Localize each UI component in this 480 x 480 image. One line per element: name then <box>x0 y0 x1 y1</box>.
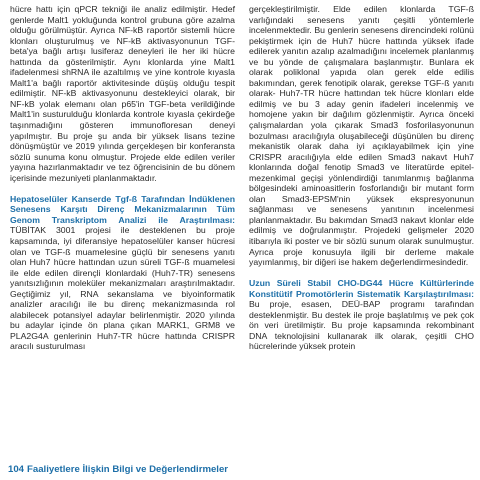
page-footer <box>8 464 228 476</box>
section-heading-hepatocellular: Hepatoselüler Kanserde Tgf-ß Tarafından İndüklenen Senesens Karşıtı Direnç Mekanizmalarının Tüm Genom Transkriptom Analizi ile Araştırılması: <box>10 193 235 225</box>
paragraph-senescence-continuation: gerçekleştirilmiştir. Elde edilen klonlarda TGF-ß varlığındaki senesens yanıtı çeşitli yöntemlerle incelenmektedir. Bu genlerin senesens direncindeki rolünü pekiştirmek için de Huh7 hücre hattında yüksek ifade edilerek yanıtın azalıp azalmadığını incelemek planlanmış ve bu yönde de çalışmalara başlanmıştır. Bunlara ek olarak poliklonal yapıda olan gerek elde edilis bakımından, gerek fenotipik olarak, gerekse TGF-ß yanıtı olarak- Huh7-TR hücre hattından tek hücre klonları elde edilmiş ve bu 3 aday genin ifadeleri incelenmiş ve homojene yakın bir dağılım gözlenmiştir. Ayrıca önceki çalışmalardan yola çıkarak Smad3 fosforilasyonunun bozulması aracılığıyla oluşabileceği düşünülen bu direnç mekanistik olarak daha iyi açıklayabilmek için yine CRISPR aracılığıyla elde edilen Smad3 nakavt Huh7 klonlarında doğal fenotip Smad3 ve literatürde epitel-mezenkimal geçişi yönlendirdiği tanımlanmış bağlanma bölgesindeki aminoasitlerin fosforlandığı bir mutant form olan Smad3-EPSM'nin yüksek ekspresyonunun sağlanması ve senesens yanıtının incelenmesi planlanmaktadır. Bu bakımdan Smad3 nakavt klonlar elde edilmiş ve doğrulanmıştır. Projedeki gelişmeler 2020 itibarıyla iki poster ve bir sözlü sunum olarak sunulmuştur. Ayrıca proje konusuyla ilgili bir derleme makale yayımlanmış, bir diğeri ise hakem değerlendirmesindedir. <box>249 4 474 268</box>
section-body-cho-dg44: Bu proje, esasen, DEÜ-BAP programı tarafından desteklenmiştir. Bu destek ile proje başlatılmış ve pek çok ön veri üretilmiştir. Bu proje kapsamında rekombinant DNA teknolojisini kullanarak ilk olarak, çeşitli CHO hücrelerinde yüksek protein <box>249 299 474 352</box>
paragraph-hepatocellular-project <box>10 194 235 352</box>
paragraph-malt1-results: hücre hattı için qPCR tekniği ile analiz edilmiştir. Hedef genlerde Malt1 yokluğunda kontrol grubuna göre azalma olduğu görülmüştür. Ayrıca NF-kB raportör sistemli hücre klonları oluşturulmuş ve NF-kB aktivasyonunun TGF-beta'ya bağlı artışı lusiferaz deneyleri ile her iki hücre hattında da gösterilmiştir. Aynı klonlarda yine Malt1 ifadelenmesi shRNA ile azaltılmış ve yine kontrole kıyasla Malt1'a bağlı raportör aktivitesinde düşüş olduğu tespit edilmiştir. NF-kB aktivasyonunu destekleyici olarak, bir NF-kB yolak elemanı olan p65'in TGF-beta verildiğinde Malt1'in susturulduğu klonlarda kontrole kıyasla çekirdeğe taşınmadığını gösteren immunofloresan deneyi yapılmıştır. Bu proje şu anda bir yüksek lisans tezine dönüşmüştür ve 2019 yılında gerçekleşen bir konferansta sözlü sunuma konu olmuştur. Projede elde edilen veriler yayına hazırlanmaktadır ve tez öğrencisinin de bu dönem içerisinde mezuniyeti planlanmaktadır. <box>10 4 235 183</box>
left-column <box>10 4 235 352</box>
running-title: Faaliyetlere İlişkin Bilgi ve Değerlendirmeler <box>27 464 229 475</box>
right-column <box>249 4 474 352</box>
paragraph-cho-project <box>249 278 474 352</box>
page-number: 104 <box>8 464 25 475</box>
section-body-hepatocellular: TÜBİTAK 3001 projesi ile desteklenen bu proje kapsamında, iyi diferansiye hepatoselüler kanser hücresi olan ve TGF-ß muamelesine güçlü bir senesens yanıtı olan Huh7 hücre hattından uzun süreli TGF-ß muamelesi ile elde edilen dirençli klonlardaki (Huh7-TR) senesens yanıtsızlığının moleküler mekanizmaları araştırılmaktadır. Geçtiğimiz yıl, RNA sekanslama ve biyoinformatik analizler aracılığı ile bu direnç mekanizmasında rol alabilecek potansiyel adaylar belirlenmiştir. 2020 yılında bu adaylar içinde ön plana çıkan MARK1, GRM8 ve PLA2G4A genlerinin Huh7-TR hücre hattında CRISPR aracılı susturulması <box>10 225 235 352</box>
section-heading-cho-dg44: Uzun Süreli Stabil CHO-DG44 Hücre Kültürlerinde Konstitütif Promotörlerin Sistematik Karşılaştırılması: <box>249 278 474 299</box>
